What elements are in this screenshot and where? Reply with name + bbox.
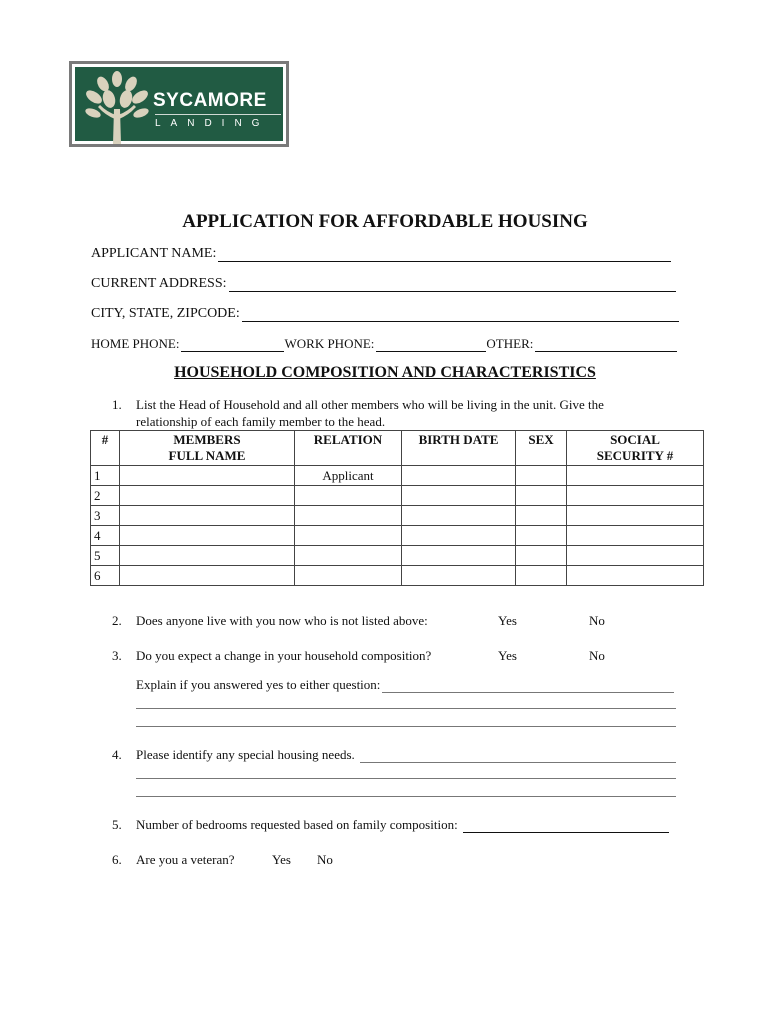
question-4-text: Please identify any special housing needs. bbox=[136, 747, 355, 762]
sex-cell[interactable] bbox=[516, 466, 567, 486]
relation-cell[interactable] bbox=[295, 566, 402, 586]
question-3-no-option[interactable]: No bbox=[589, 648, 605, 663]
other-phone-input[interactable] bbox=[535, 337, 677, 352]
member-name-cell[interactable] bbox=[120, 466, 295, 486]
ssn-cell[interactable] bbox=[567, 566, 704, 586]
explain-line-3[interactable] bbox=[136, 726, 676, 727]
question-1-text-line2: relationship of each family member to the head. bbox=[136, 414, 386, 429]
table-row bbox=[91, 466, 704, 486]
question-5-text: Number of bedrooms requested based on family composition: bbox=[136, 817, 458, 832]
row-number: 3 bbox=[91, 506, 120, 526]
explain-input[interactable] bbox=[382, 679, 674, 693]
question-6-number: 6. bbox=[112, 852, 122, 867]
question-3-number: 3. bbox=[112, 648, 122, 663]
relation-cell[interactable] bbox=[295, 506, 402, 526]
birth-date-cell[interactable] bbox=[402, 526, 516, 546]
member-name-cell[interactable] bbox=[120, 546, 295, 566]
sex-cell[interactable] bbox=[516, 566, 567, 586]
member-name-cell[interactable] bbox=[120, 486, 295, 506]
row-number: 6 bbox=[91, 566, 120, 586]
question-6-yes-option[interactable]: Yes bbox=[272, 852, 291, 867]
table-row bbox=[91, 486, 704, 506]
logo-divider bbox=[155, 114, 281, 115]
question-1-number: 1. bbox=[112, 397, 122, 412]
birth-date-cell[interactable] bbox=[402, 486, 516, 506]
question-2-text: Does anyone live with you now who is not listed above: bbox=[136, 613, 428, 628]
home-phone-label: HOME PHONE: bbox=[91, 336, 180, 351]
current-address-row bbox=[91, 276, 676, 292]
explain-line-2[interactable] bbox=[136, 708, 676, 709]
table-row bbox=[91, 566, 704, 586]
current-address-input[interactable] bbox=[229, 277, 677, 292]
question-2-no-option[interactable]: No bbox=[589, 613, 605, 628]
home-phone-input[interactable] bbox=[181, 337, 284, 352]
birth-date-cell[interactable] bbox=[402, 546, 516, 566]
special-needs-input[interactable] bbox=[360, 749, 676, 763]
city-state-zip-row bbox=[91, 306, 679, 322]
ssn-cell[interactable] bbox=[567, 546, 704, 566]
row-number: 4 bbox=[91, 526, 120, 546]
header-sex: SEX bbox=[516, 431, 567, 466]
question-4-number: 4. bbox=[112, 747, 122, 762]
ssn-cell[interactable] bbox=[567, 466, 704, 486]
table-header-row bbox=[91, 431, 704, 466]
logo-subtitle: LANDING bbox=[155, 118, 270, 129]
member-name-cell[interactable] bbox=[120, 526, 295, 546]
question-2-number: 2. bbox=[112, 613, 122, 628]
section-heading: HOUSEHOLD COMPOSITION AND CHARACTERISTICS bbox=[174, 364, 596, 381]
table-row bbox=[91, 546, 704, 566]
city-state-zip-label: CITY, STATE, ZIPCODE: bbox=[91, 306, 240, 321]
birth-date-cell[interactable] bbox=[402, 506, 516, 526]
question-6-no-option[interactable]: No bbox=[317, 852, 333, 867]
logo-name: SYCAMORE bbox=[153, 90, 267, 111]
applicant-name-row bbox=[91, 246, 671, 262]
question-6-text: Are you a veteran? bbox=[136, 852, 235, 867]
relation-cell[interactable] bbox=[295, 526, 402, 546]
question-5-row bbox=[136, 817, 669, 833]
birth-date-cell[interactable] bbox=[402, 466, 516, 486]
special-needs-line-3[interactable] bbox=[136, 796, 676, 797]
ssn-cell[interactable] bbox=[567, 506, 704, 526]
question-3-text: Do you expect a change in your household composition? bbox=[136, 648, 432, 663]
sex-cell[interactable] bbox=[516, 526, 567, 546]
header-ssn: SOCIAL SECURITY # bbox=[567, 431, 704, 466]
relation-cell[interactable] bbox=[295, 486, 402, 506]
header-num: # bbox=[91, 431, 120, 466]
row-number: 2 bbox=[91, 486, 120, 506]
table-row bbox=[91, 506, 704, 526]
tree-icon bbox=[81, 69, 153, 145]
work-phone-label: WORK PHONE: bbox=[284, 336, 375, 351]
question-4-row bbox=[136, 747, 676, 763]
birth-date-cell[interactable] bbox=[402, 566, 516, 586]
member-name-cell[interactable] bbox=[120, 506, 295, 526]
header-relation: RELATION bbox=[295, 431, 402, 466]
special-needs-line-2[interactable] bbox=[136, 778, 676, 779]
sycamore-landing-logo bbox=[69, 61, 289, 147]
other-phone-label: OTHER: bbox=[486, 336, 534, 351]
applicant-name-input[interactable] bbox=[218, 247, 671, 262]
question-1-text-line1: List the Head of Household and all other members who will be living in the unit. Give the bbox=[136, 397, 604, 412]
question-2-yes-option[interactable]: Yes bbox=[498, 613, 517, 628]
household-table bbox=[90, 430, 704, 586]
current-address-label: CURRENT ADDRESS: bbox=[91, 276, 227, 291]
relation-cell[interactable]: Applicant bbox=[295, 466, 402, 486]
member-name-cell[interactable] bbox=[120, 566, 295, 586]
explain-row bbox=[136, 677, 674, 693]
question-3-yes-option[interactable]: Yes bbox=[498, 648, 517, 663]
row-number: 5 bbox=[91, 546, 120, 566]
sex-cell[interactable] bbox=[516, 486, 567, 506]
ssn-cell[interactable] bbox=[567, 486, 704, 506]
applicant-name-label: APPLICANT NAME: bbox=[91, 246, 217, 261]
bedrooms-input[interactable] bbox=[463, 819, 669, 833]
explain-label: Explain if you answered yes to either question: bbox=[136, 677, 381, 692]
work-phone-input[interactable] bbox=[376, 337, 486, 352]
sex-cell[interactable] bbox=[516, 546, 567, 566]
phone-row bbox=[91, 336, 677, 352]
relation-cell[interactable] bbox=[295, 546, 402, 566]
page-title: APPLICATION FOR AFFORDABLE HOUSING bbox=[182, 211, 588, 232]
question-5-number: 5. bbox=[112, 817, 122, 832]
sex-cell[interactable] bbox=[516, 506, 567, 526]
table-row bbox=[91, 526, 704, 546]
header-birth-date: BIRTH DATE bbox=[402, 431, 516, 466]
row-number: 1 bbox=[91, 466, 120, 486]
city-state-zip-input[interactable] bbox=[242, 307, 679, 322]
ssn-cell[interactable] bbox=[567, 526, 704, 546]
header-members: MEMBERS FULL NAME bbox=[120, 431, 295, 466]
